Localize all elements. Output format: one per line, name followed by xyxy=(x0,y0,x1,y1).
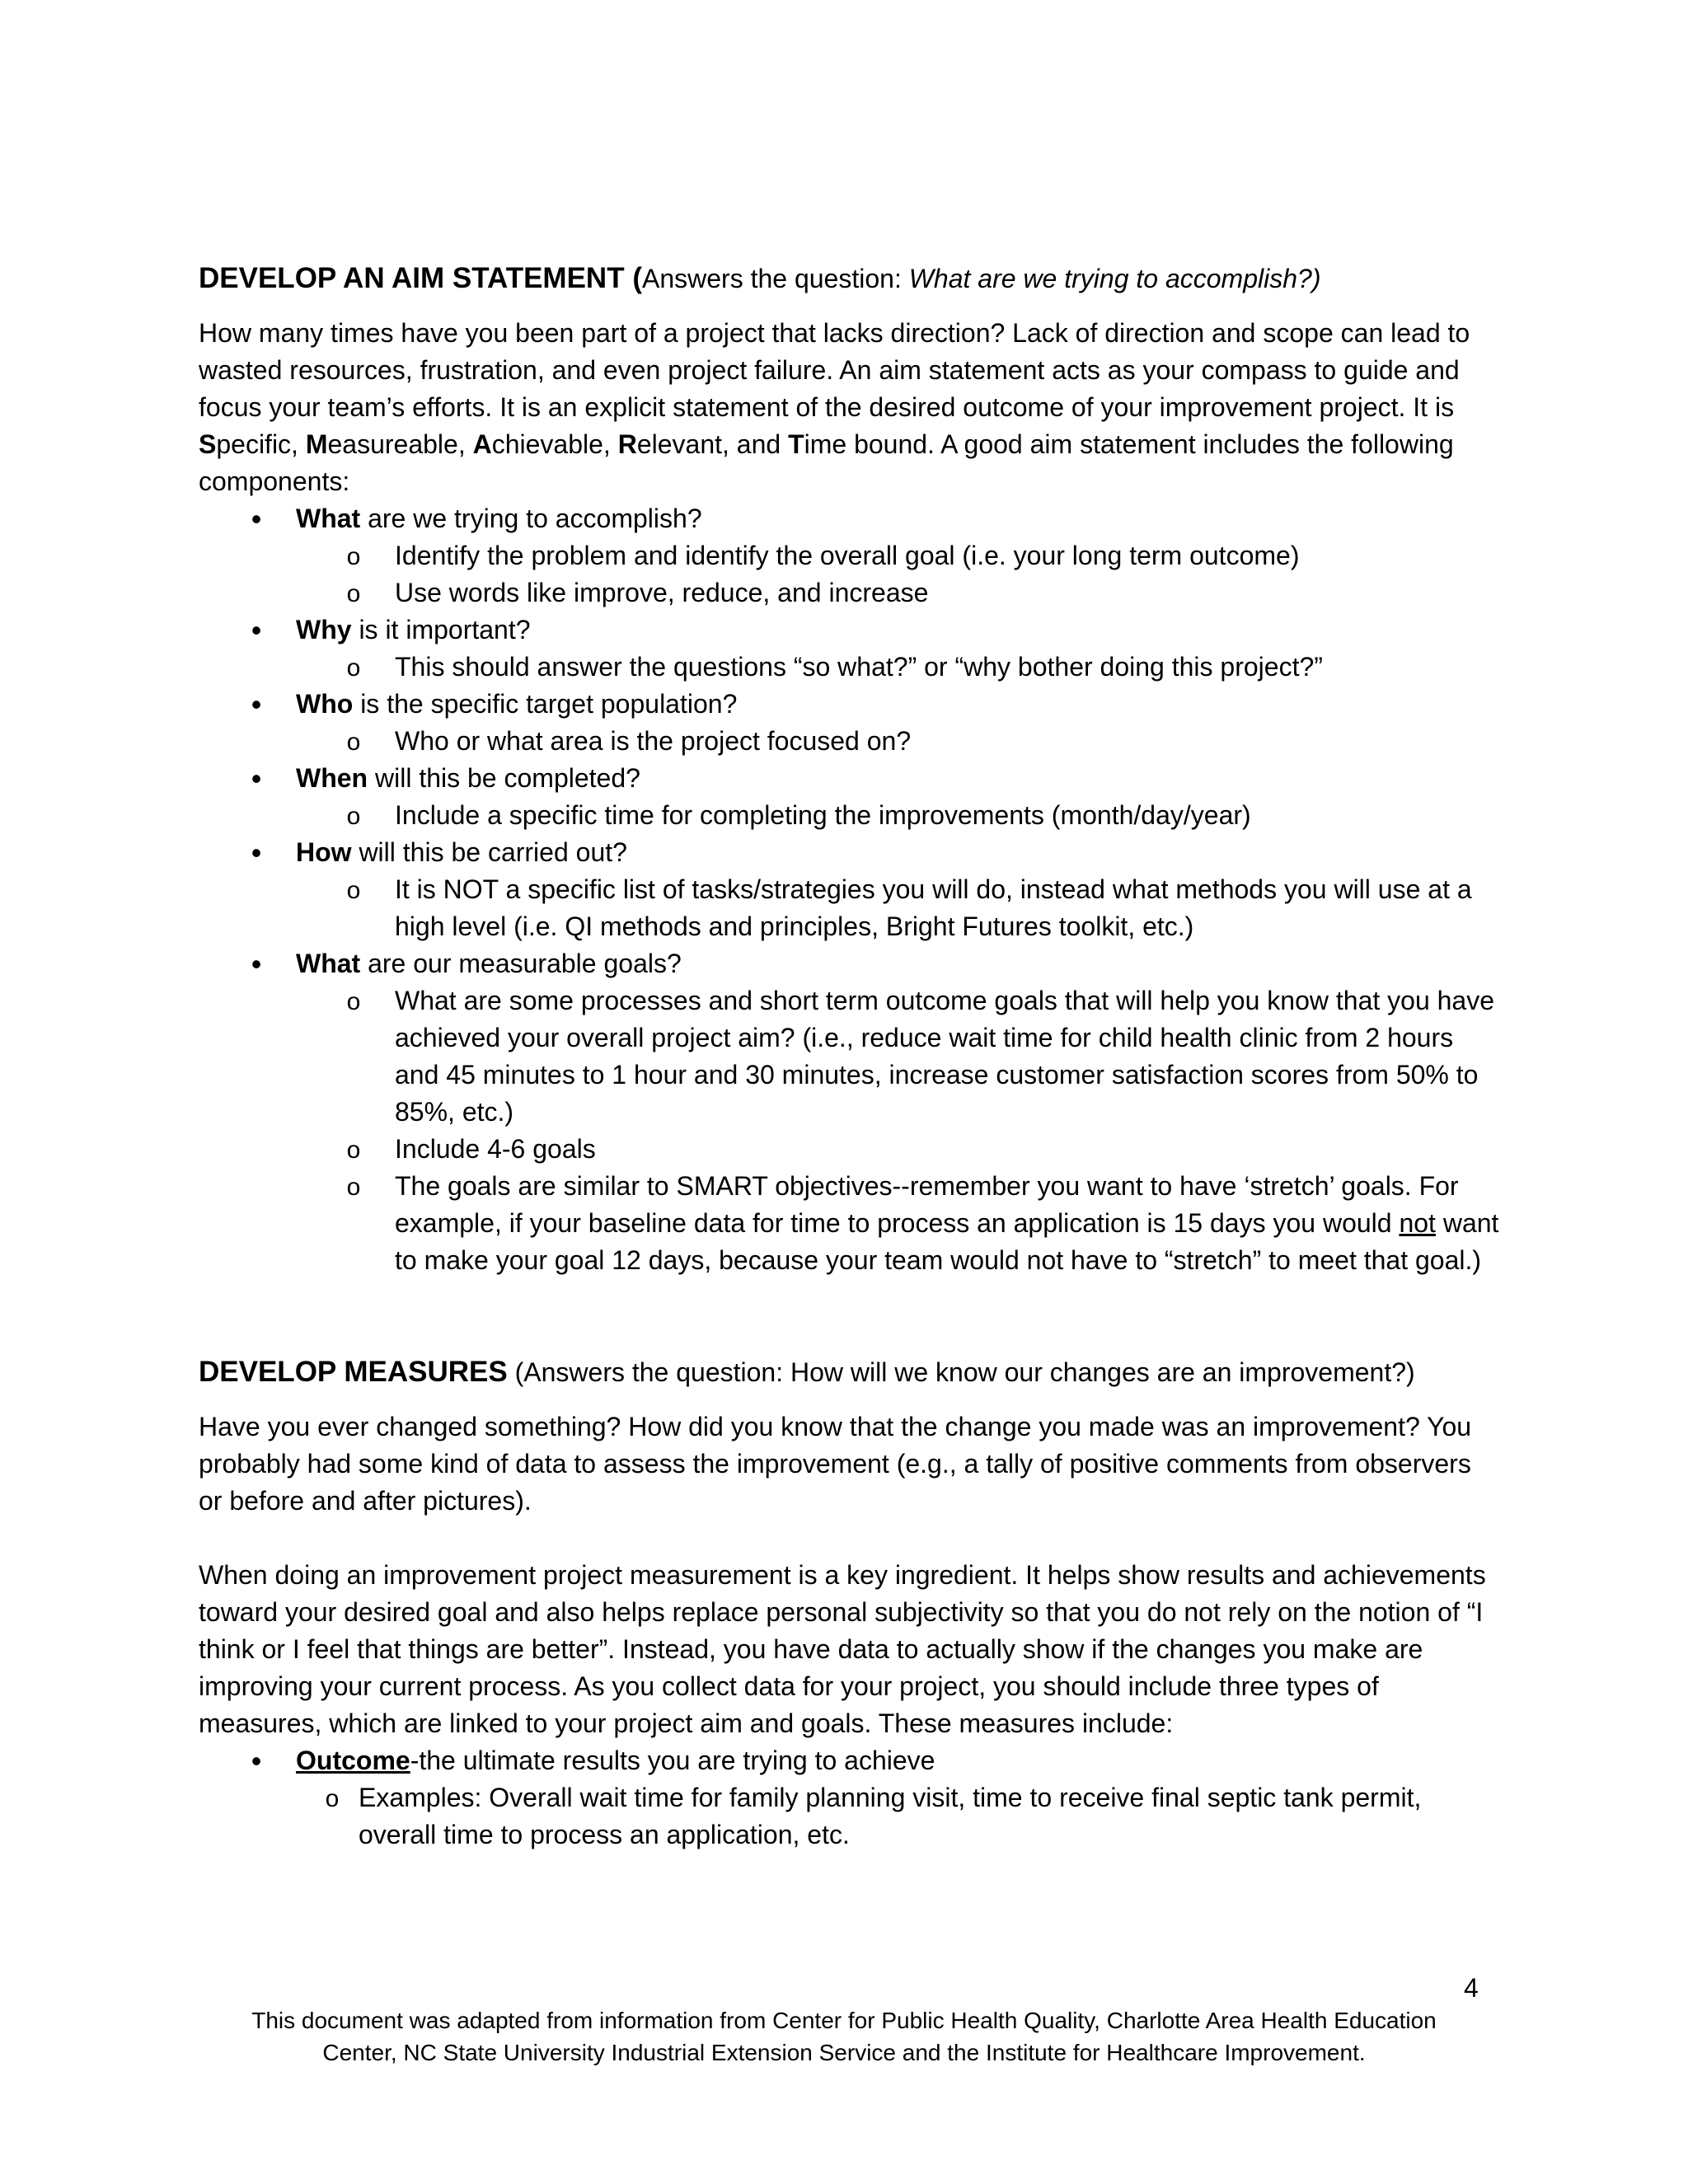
circle-bullet-icon xyxy=(345,649,362,687)
circle-bullet-icon xyxy=(324,1779,340,1817)
circle-bullet-icon xyxy=(345,1131,362,1169)
page-number: 4 xyxy=(1464,1973,1479,2003)
bullet-icon xyxy=(248,834,265,873)
circle-bullet-icon xyxy=(345,871,362,909)
sub-list-item: o This should answer the questions “so what?” or “why bother doing this project?” xyxy=(395,649,1501,686)
aim-heading-plain: Answers the question: xyxy=(641,264,909,293)
sub-list-item: o What are some processes and short term outcome goals that will help you know that you have achieved your overall project aim? (i.e., reduce wait time for child health clinic from 2 hours and 45 minutes to 1 hour and 30 minutes, increase customer satisfaction scores from 50% to 85%, etc.) xyxy=(395,982,1501,1131)
page-footer xyxy=(0,2004,1688,2069)
sub-list-item: o Examples: Overall wait time for family planning visit, time to receive final septic tank permit, overall time to process an application, etc. xyxy=(359,1779,1501,1854)
sub-list-item: o Use words like improve, reduce, and increase xyxy=(395,574,1501,612)
circle-bullet-icon xyxy=(345,982,362,1020)
list-item: • Why is it important? o This should answer the questions “so what?” or “why bother doing this project?” xyxy=(199,612,1501,686)
aim-heading xyxy=(199,260,1501,298)
circle-bullet-icon xyxy=(345,574,362,612)
bullet-icon xyxy=(248,1742,265,1781)
list-item: • What are we trying to accomplish? o Identify the problem and identify the overall goal (i.e. your long term outcome) o Use words like improve, reduce, and increase xyxy=(199,500,1501,612)
measures-heading-bold: DEVELOP MEASURES xyxy=(199,1356,508,1388)
measures-para-1: Have you ever changed something? How did you know that the change you made was an improvement? You probably had some kind of data to assess the improvement (e.g., a tally of positive comments from observers or before and after pictures). xyxy=(199,1412,1472,1516)
circle-bullet-icon xyxy=(345,537,362,575)
aim-intro: How many times have you been part of a project that lacks direction? Lack of direction and scope can lead to wasted resources, frustration, and even project failure. An aim statement acts as your compass to guide and focus your team’s efforts. It is an explicit statement of the desired outcome of your improvement project. It is Specific, Measureable, Achievable, Relevant, and Time bound. A good aim statement includes the following components: xyxy=(199,318,1470,496)
measures-para-2: When doing an improvement project measurement is a key ingredient. It helps show results and achievements toward your desired goal and also helps replace personal subjectivity so that you do not rely on the notion of “I think or I feel that things are better”. Instead, you have data to actually show if the changes you make are improving your current process. As you collect data for your project, you should include three types of measures, which are linked to your project aim and goals. These measures include: xyxy=(199,1560,1486,1738)
list-item: • What are our measurable goals? o What are some processes and short term outcome goals that will help you know that you have achieved your overall project aim? (i.e., reduce wait time for child health clinic from 2 hours and 45 minutes to 1 hour and 30 minutes, increase customer satisfaction scores from 50% to 85%, etc.) o Include 4-6 goals o The goals are similar to SMART objectives--remember you want to have ‘stretch’ goals. For example, if your baseline data for time to process an application is 15 days you would not want to make your goal 12 days, because your team would not have to “stretch” to meet that goal.) xyxy=(199,945,1501,1279)
bullet-icon xyxy=(248,686,265,724)
footer-text: This document was adapted from information from Center for Public Health Quality, Charlotte Area Health Education Center, NC State University Industrial Extension Service and the Institute for Healthcare Improvement. xyxy=(251,2008,1437,2065)
aim-heading-italic: What are we trying to accomplish?) xyxy=(908,264,1321,293)
list-item: • When will this be completed? o Include a specific time for completing the improvements (month/day/year) xyxy=(199,760,1501,834)
list-item: • Who is the specific target population? o Who or what area is the project focused on? xyxy=(199,686,1501,760)
list-item: • How will this be carried out? o It is NOT a specific list of tasks/strategies you will do, instead what methods you will use at a high level (i.e. QI methods and principles, Bright Futures toolkit, etc.) xyxy=(199,834,1501,945)
list-item: • Outcome-the ultimate results you are trying to achieve o Examples: Overall wait time for family planning visit, time to receive final septic tank permit, overall time to process an application, etc. xyxy=(199,1742,1501,1854)
measures-heading xyxy=(199,1353,1501,1391)
sub-list-item: o Include 4-6 goals xyxy=(395,1131,1501,1168)
bullet-icon xyxy=(248,612,265,650)
circle-bullet-icon xyxy=(345,1168,362,1206)
sub-list-item: o The goals are similar to SMART objectives--remember you want to have ‘stretch’ goals. For example, if your baseline data for time to process an application is 15 days you would not want to make your goal 12 days, because your team would not have to “stretch” to meet that goal.) xyxy=(395,1168,1501,1279)
aim-heading-bold: DEVELOP AN AIM STATEMENT ( xyxy=(199,262,642,294)
bullet-icon xyxy=(248,500,265,539)
measures-heading-plain: (Answers the question: How will we know our changes are an improvement?) xyxy=(507,1357,1415,1387)
measures-list xyxy=(199,1742,1501,1854)
page-content xyxy=(199,260,1501,1854)
sub-list-item: o Include a specific time for completing the improvements (month/day/year) xyxy=(395,797,1501,834)
circle-bullet-icon xyxy=(345,723,362,761)
bullet-icon xyxy=(248,945,265,984)
circle-bullet-icon xyxy=(345,797,362,835)
sub-list-item: o It is NOT a specific list of tasks/strategies you will do, instead what methods you will use at a high level (i.e. QI methods and principles, Bright Futures toolkit, etc.) xyxy=(395,871,1501,945)
bullet-icon xyxy=(248,760,265,799)
sub-list-item: o Who or what area is the project focused on? xyxy=(395,723,1501,760)
sub-list-item: o Identify the problem and identify the overall goal (i.e. your long term outcome) xyxy=(395,537,1501,574)
aim-components-list xyxy=(199,500,1501,1279)
